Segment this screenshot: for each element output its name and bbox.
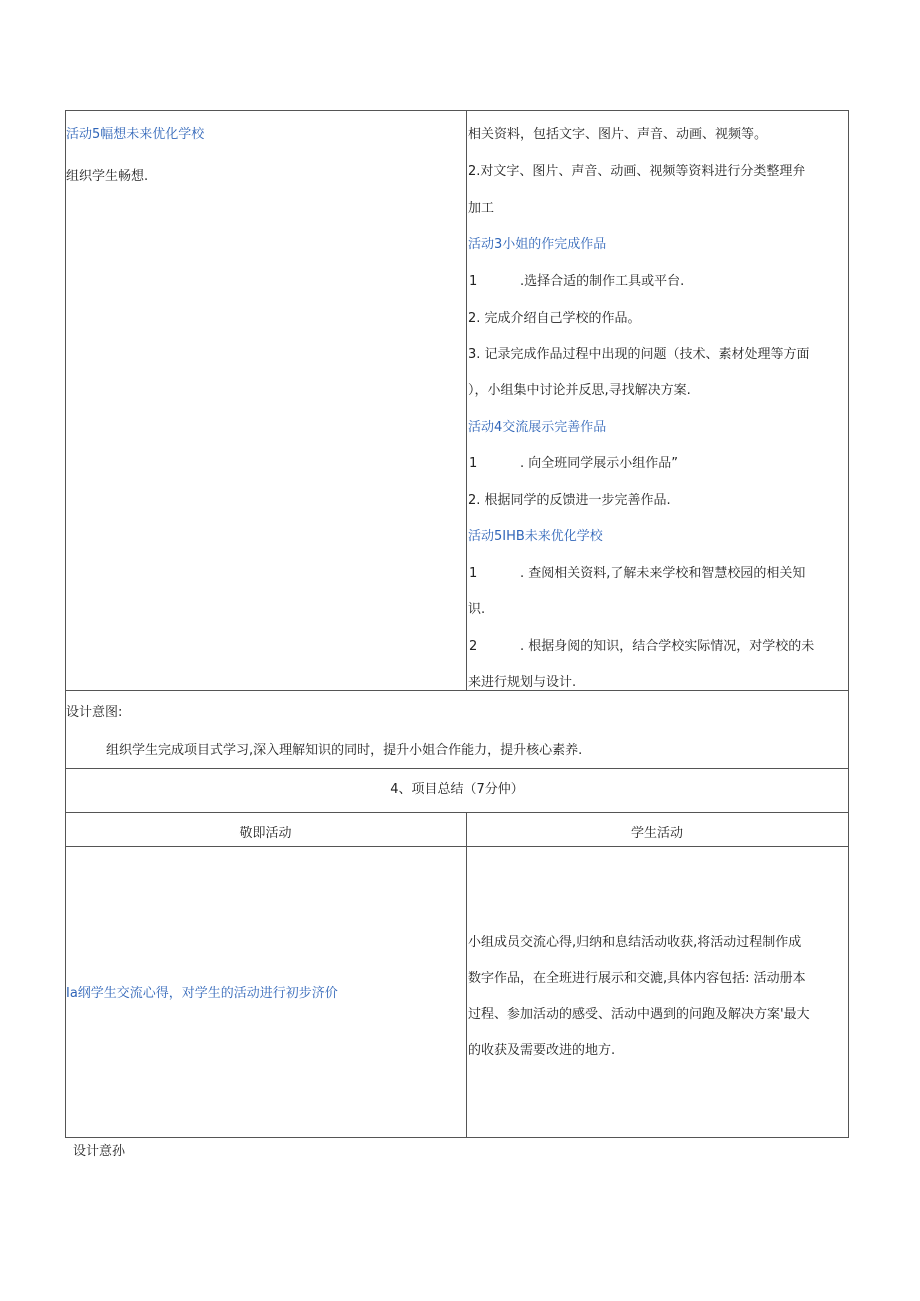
activity3-item3-line2: ），小组集中讨论并反思,寻找解决方案. — [468, 383, 691, 398]
activity3-item2: 2. 完成介绍自己学校的作品。 — [468, 311, 641, 326]
activity5-item1-number: 1 — [469, 566, 478, 581]
right-line-2: 2.对文字、图片、声音、动画、视频等资料进行分类整理弁 — [468, 164, 806, 179]
activity5-item2-number: 2 — [469, 639, 478, 654]
activity5-heading-left: 活动5幅想未来优化学校 — [66, 127, 205, 142]
table-row-divider-1 — [65, 690, 849, 691]
table-row-divider-2 — [65, 768, 849, 769]
table-row-divider-4 — [65, 846, 849, 847]
table-border-left — [65, 110, 66, 1138]
activity4-item1-number: 1 — [469, 456, 478, 471]
activity3-item1-number: 1 — [469, 274, 478, 289]
table-border-bottom — [65, 1137, 849, 1138]
design-intent-footer-label: 设计意孙 — [73, 1144, 126, 1159]
activity5-item1-text-line2: 识. — [468, 602, 486, 617]
activity4-heading: 活动4交流展示完善作品 — [468, 420, 607, 435]
activity5-item1-text-line1: . 查阅相关资料,了解未来学校和智慧校园的相关知 — [520, 566, 806, 581]
activity3-item3-line1: 3. 记录完成作品过程中出现的问题（技术、素材处理等方面 — [468, 347, 810, 362]
table-row-divider-3 — [65, 812, 849, 813]
teacher-activity-text: Ia纲学生交流心得，对学生的活动进行初步济价 — [66, 986, 338, 1001]
table-divider-top-row — [466, 110, 467, 690]
activity5-item2-text-line1: . 根据身阅的知识，结合学校实际情况，对学校的未 — [520, 639, 815, 654]
table-border-top — [65, 110, 849, 111]
activity4-item1-text: . 向全班同学展示小组作品” — [520, 456, 678, 471]
activity5-heading-right: 活动5IHB未来优化学校 — [468, 529, 603, 544]
design-intent-label: 设计意图: — [66, 705, 123, 720]
student-activity-line-4: 的收获及需要改进的地方. — [468, 1043, 616, 1058]
section4-title: 4、项目总结（7分仲） — [390, 782, 524, 797]
activity5-item2-text-line2: 来进行规划与设计. — [468, 675, 577, 690]
right-line-1: 相关资料，包括文字、图片、声音、动画、视频等。 — [468, 127, 768, 142]
student-activity-line-3: 过程、参加活动的感受、活动中遇到的问跑及解决方案'最大 — [468, 1007, 810, 1022]
activity4-item2: 2. 根据同学的反馈进一步完善作品. — [468, 493, 671, 508]
table-border-right — [848, 110, 849, 1138]
activity3-heading: 活动3小姐的作完成作品 — [468, 237, 607, 252]
right-line-3: 加工 — [468, 201, 495, 216]
student-activity-line-1: 小组成员交流心得,归纳和息结活动收获,将活动过程制作成 — [468, 935, 802, 950]
table-divider-bottom-rows — [466, 812, 467, 1138]
student-activity-header: 学生活动 — [630, 826, 683, 841]
design-intent-text: 组织学生完成项目式学习,深入理解知识的同时，提升小姐合作能力，提升核心素养. — [106, 743, 583, 758]
student-activity-line-2: 数字作品，在全班进行展示和交漉,具体内容包括: 活动册本 — [468, 971, 806, 986]
activity3-item1-text: .选择合适的制作工具或平台. — [520, 274, 685, 289]
teacher-activity-header: 敬即活动 — [239, 826, 292, 841]
activity5-description-left: 组织学生畅想. — [66, 169, 149, 184]
